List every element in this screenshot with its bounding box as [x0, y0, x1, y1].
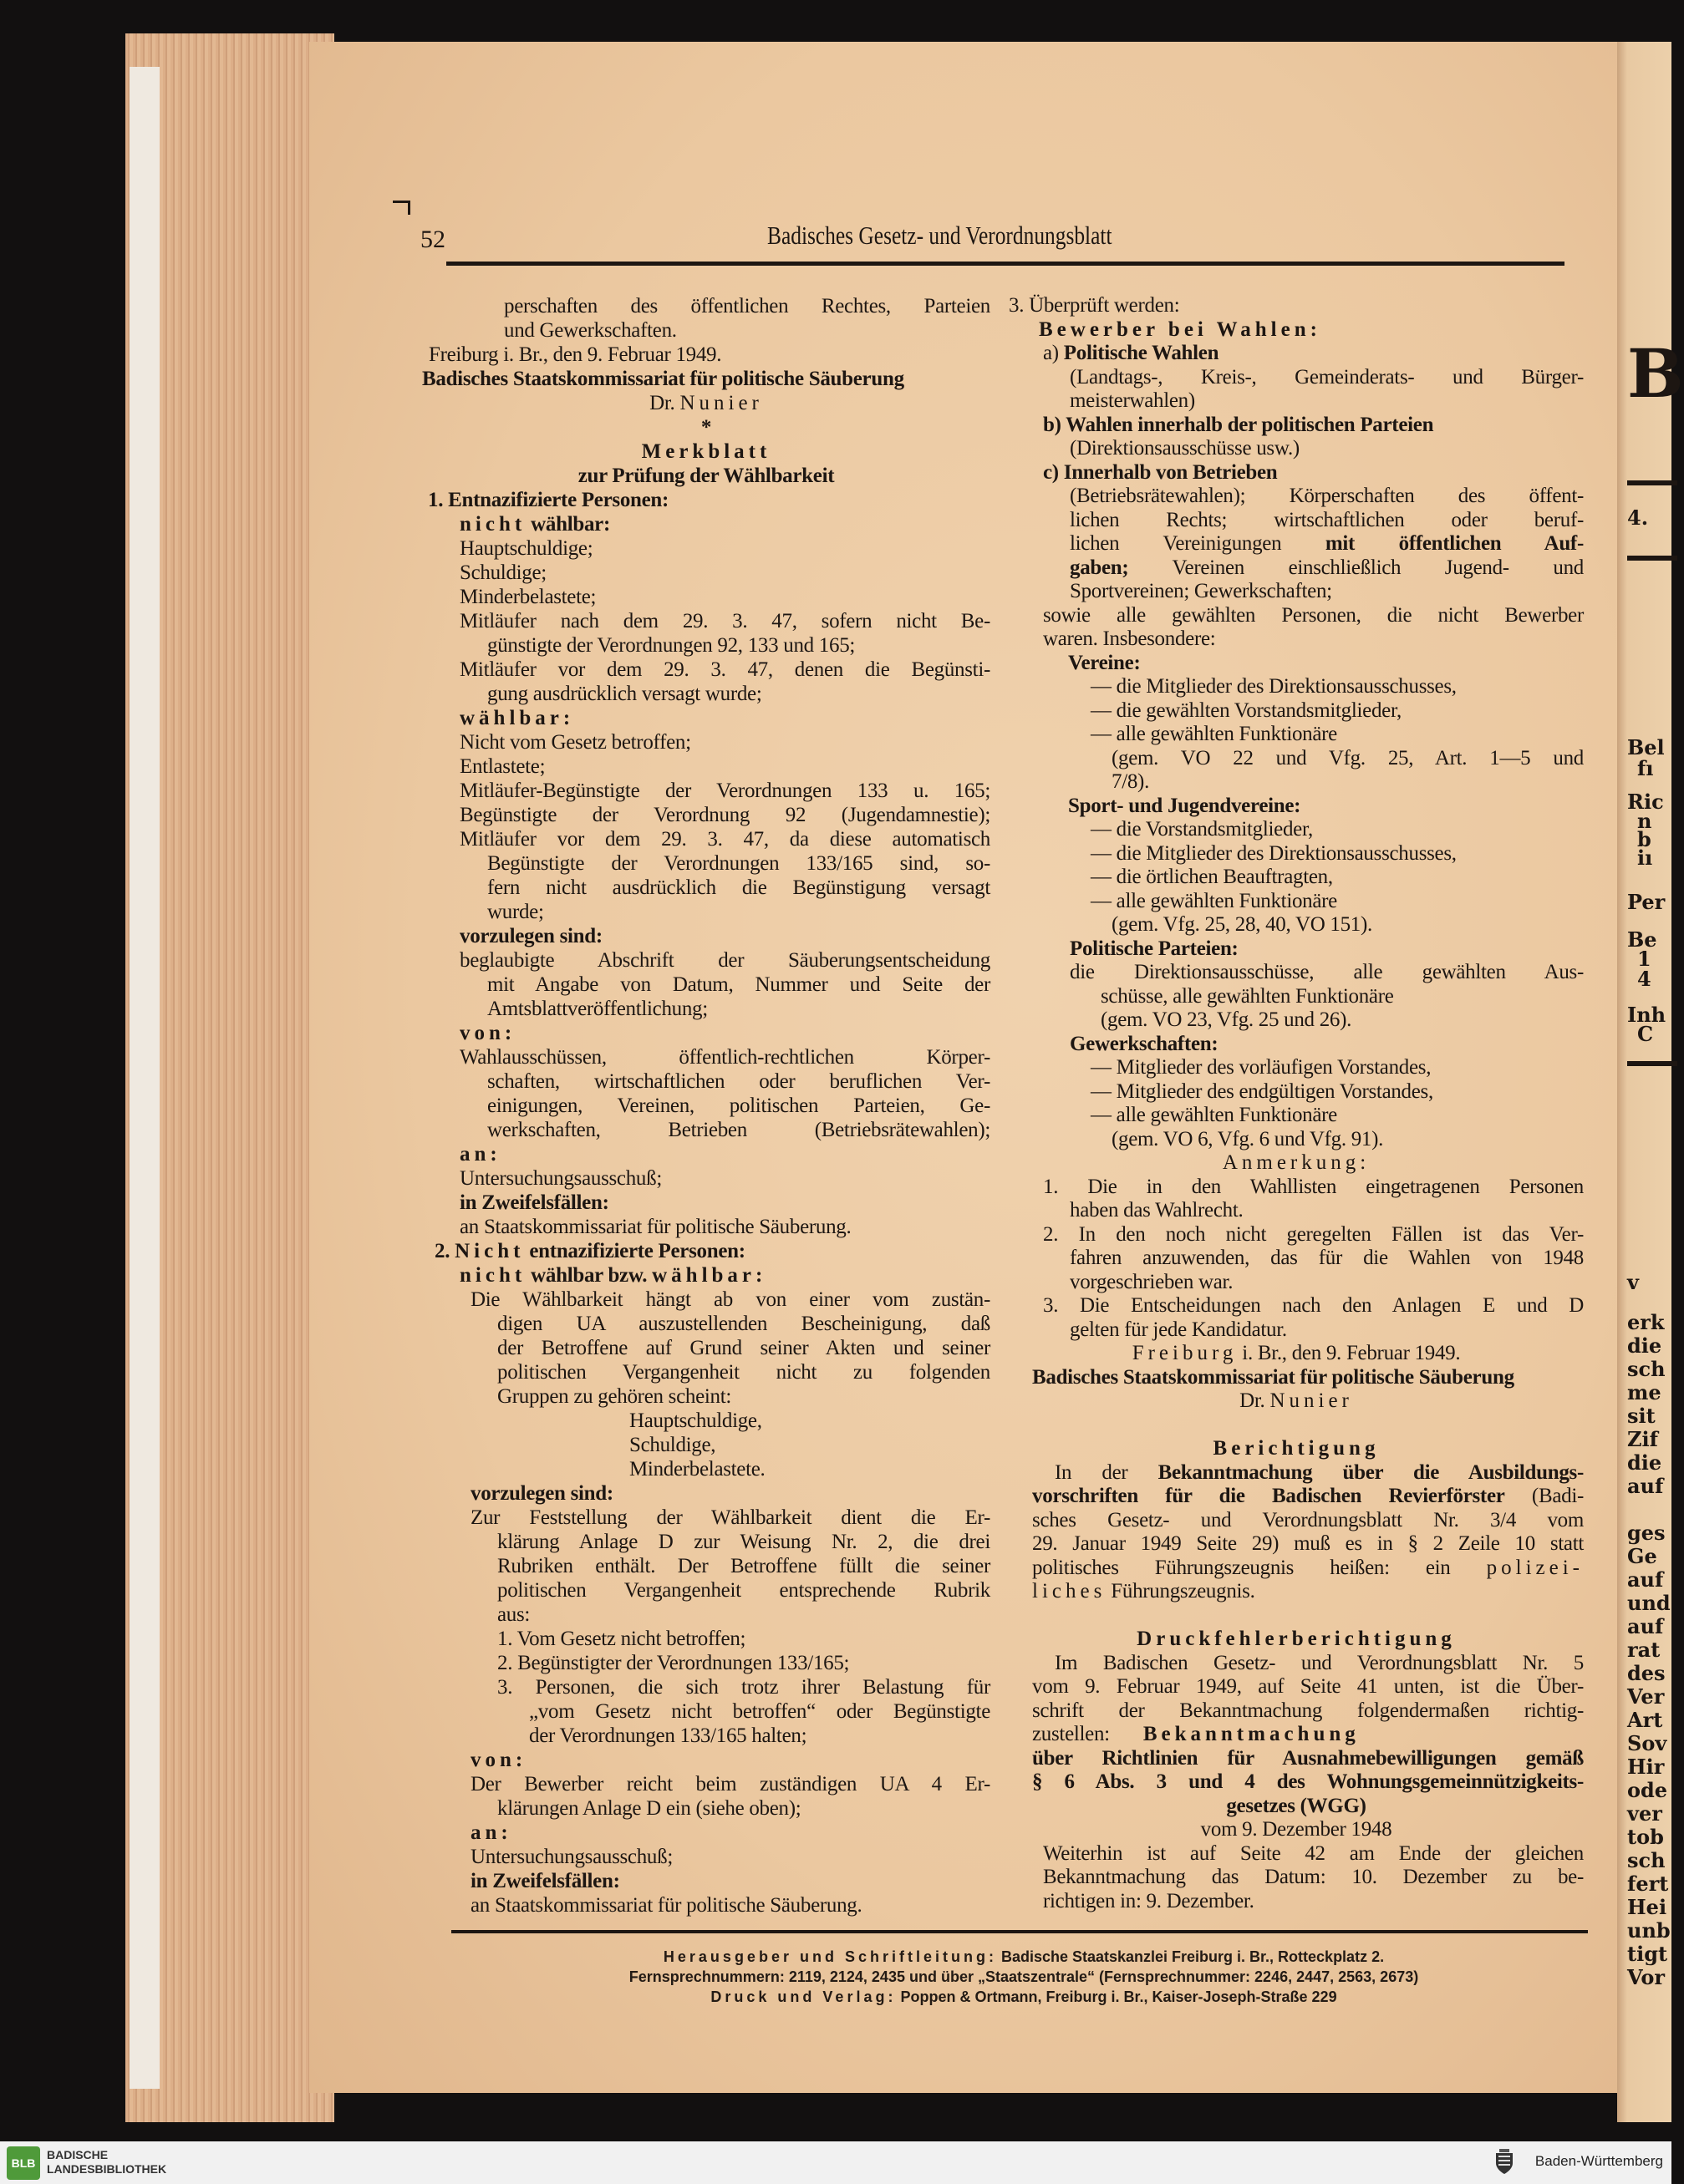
imprint-phones: Fernsprechnummern: 2119, 2124, 2435 und über „Staatszentrale“ (Fernsprechnummer: 2246, 2447, 2563, 2673) — [628, 1968, 1419, 1985]
text-line: Der Bewerber reicht beim zuständigen UA 4 Er- — [471, 1773, 990, 1795]
next-page-text-fragment: sit — [1627, 1404, 1656, 1428]
imprint-print — [535, 1987, 1513, 2007]
text-line: Nicht vom Gesetz betroffen; — [460, 731, 691, 754]
text-line: 7/8). — [1112, 770, 1150, 793]
text-line — [422, 343, 990, 367]
text-line — [1009, 1604, 1584, 1628]
text-segment: entnazifizierte Personen: — [524, 1240, 745, 1262]
text-line: über Richtlinien für Ausnahmebewilligungen gemäß — [1032, 1746, 1584, 1770]
next-page-rule — [1627, 556, 1677, 561]
print-label: Druck und Verlag: — [710, 1988, 897, 2005]
text-segment: 2. — [435, 1240, 455, 1262]
text-line: an: — [460, 1143, 501, 1166]
next-page-text-fragment: sch — [1627, 1357, 1666, 1381]
coat-of-arms-icon — [1493, 2148, 1516, 2176]
text-line: waren. Insbesondere: — [1043, 627, 1216, 650]
text-line: an: — [471, 1821, 512, 1844]
text-line: haben das Wahlrecht. — [1070, 1199, 1244, 1222]
text-line: — Mitglieder des vorläufigen Vorstandes, — [1091, 1056, 1432, 1079]
text-line: werkschaften, Betrieben (Betriebsrätewahlen); — [487, 1119, 990, 1141]
text-segment: Dr. — [649, 392, 680, 414]
text-line — [1009, 1389, 1584, 1414]
text-line: Vereine: — [1068, 651, 1141, 674]
text-line: Weiterhin ist auf Seite 42 am Ende der gleichen — [1043, 1841, 1584, 1865]
next-page-text-fragment: unb — [1627, 1918, 1671, 1943]
text-line: Schuldige; — [460, 561, 547, 584]
text-line: digen UA auszustellenden Bescheinigung, daß — [497, 1313, 990, 1335]
next-page-text-fragment: ges — [1627, 1521, 1666, 1545]
text-line — [1009, 1414, 1584, 1438]
text-line: Sportvereinen; Gewerkschaften; — [1070, 580, 1332, 602]
text-line — [1009, 342, 1584, 366]
text-line: — die gewählten Vorstandsmitglieder, — [1091, 698, 1402, 722]
text-line — [1009, 1485, 1584, 1509]
text-line: — die Mitglieder des Direktionsausschusses, — [1091, 841, 1457, 865]
text-segment: Vereinen einschließlich Jugend- und — [1128, 556, 1584, 579]
text-line: fahren anzuwenden, das für die Wahlen von 1948 — [1070, 1247, 1584, 1269]
text-line: an Staatskommissariat für politische Säuberung. — [471, 1894, 862, 1917]
text-line: 2. Begünstigter der Verordnungen 133/165; — [497, 1652, 850, 1674]
text-segment: Dr. — [1239, 1389, 1270, 1412]
next-page-text-fragment: 1 — [1637, 947, 1651, 971]
text-line: Hauptschuldige; — [460, 537, 593, 560]
text-line: 29. Januar 1949 Seite 29) muß es in § 2 Zeile 10 statt — [1032, 1532, 1584, 1555]
text-line — [422, 1239, 990, 1263]
text-line: der Betroffene auf Grund seiner Akten und seiner — [497, 1337, 990, 1359]
text-line: vom 9. Dezember 1948 — [1200, 1818, 1392, 1841]
text-line — [422, 391, 990, 415]
next-page-text-fragment: rat — [1627, 1638, 1661, 1662]
text-line: * — [700, 416, 712, 439]
text-line: und Gewerkschaften. — [504, 319, 677, 342]
text-line: Begünstigte der Verordnung 92 (Jugendamnestie); — [460, 804, 990, 826]
text-line: vom 9. Februar 1949, auf Seite 41 unten, ist die Über- — [1032, 1675, 1584, 1698]
imprint — [535, 1947, 1513, 2007]
next-page-text-fragment: Ric — [1627, 790, 1664, 814]
next-page-text-fragment: die — [1627, 1333, 1662, 1358]
text-line: Mitläufer nach dem 29. 3. 47, sofern nicht Be- — [460, 610, 990, 632]
text-line: Die Wählbarkeit hängt ab von einer vom zustän- — [471, 1288, 990, 1311]
text-line — [422, 1263, 990, 1288]
next-page-text-fragment: erk — [1627, 1310, 1665, 1334]
text-segment: mit öffentlichen Auf- — [1325, 532, 1584, 555]
text-line: Gruppen zu gehören scheint: — [497, 1385, 731, 1408]
text-line: 1. Vom Gesetz nicht betroffen; — [497, 1628, 746, 1650]
left-column — [422, 294, 990, 1917]
text-line: — die Vorstandsmitglieder, — [1091, 818, 1313, 841]
text-line: (gem. VO 23, Vfg. 25 und 26). — [1101, 1008, 1352, 1031]
text-segment: Freiburg — [429, 343, 499, 366]
text-line: Badisches Staatskommissariat für politische Säuberung — [422, 368, 904, 390]
text-line: Mitläufer vor dem 29. 3. 47, denen die Begünsti- — [460, 658, 990, 681]
next-page-text-fragment: Ge — [1627, 1544, 1657, 1568]
next-page-text-fragment: die — [1627, 1450, 1662, 1475]
next-page-text-fragment: sch — [1627, 1848, 1666, 1872]
text-line: Berichtigung — [1213, 1437, 1380, 1460]
text-line — [1009, 1557, 1584, 1581]
next-page-text-fragment: 4. — [1627, 505, 1649, 530]
text-line: Entlastete; — [460, 755, 546, 778]
text-line: b) Wahlen innerhalb der politischen Parteien — [1043, 413, 1434, 436]
next-page-text-fragment: Sov — [1627, 1731, 1667, 1755]
text-line: sowie alle gewählten Personen, die nicht Bewerber — [1043, 603, 1584, 627]
next-page-text-fragment: tob — [1627, 1825, 1664, 1849]
text-line: — alle gewählten Funktionäre — [1091, 889, 1337, 912]
text-line: fern nicht ausdrücklich die Begünstigung versagt — [487, 876, 990, 899]
text-line: Sport- und Jugendvereine: — [1068, 794, 1301, 817]
text-segment: zustellen: — [1032, 1723, 1110, 1745]
text-line: schrift der Bekanntmachung folgendermaßen richtig- — [1032, 1699, 1584, 1722]
text-line: schaften, wirtschaftlichen oder beruflichen Ver- — [487, 1070, 990, 1093]
next-page-text-fragment: v — [1627, 1270, 1639, 1294]
text-line — [1009, 1723, 1584, 1747]
next-page-text-fragment: B — [1627, 334, 1684, 413]
text-line: Bekanntmachung das Datum: 10. Dezember zu be- — [1043, 1866, 1584, 1888]
text-line: vorgeschrieben war. — [1070, 1270, 1234, 1293]
text-line: Untersuchungsausschuß; — [471, 1846, 673, 1868]
text-line: „vom Gesetz nicht betroffen“ oder Begünstigte — [529, 1700, 990, 1723]
text-segment: (Badi- — [1504, 1485, 1584, 1507]
text-segment: Nunier — [1269, 1389, 1353, 1412]
next-page-text-fragment: Bel — [1627, 735, 1665, 759]
state-label[interactable]: Baden-Württemberg — [1534, 2153, 1663, 2169]
text-line: politischen Vergangenheit nicht zu folgenden — [497, 1361, 990, 1384]
next-page-text-fragment: Hir — [1627, 1755, 1665, 1779]
text-line: Mitläufer vor dem 29. 3. 47, da diese automatisch — [460, 828, 990, 851]
text-line: 1. Die in den Wahllisten eingetragenen Personen — [1043, 1175, 1584, 1198]
text-line: an Staatskommissariat für politische Säuberung. — [460, 1216, 852, 1238]
text-line: Mitläufer-Begünstigte der Verordnungen 133 u. 165; — [460, 780, 990, 802]
text-line: Minderbelastete. — [629, 1458, 766, 1481]
next-page-edge — [1617, 42, 1684, 2122]
text-line: (gem. VO 6, Vfg. 6 und Vfg. 91). — [1112, 1127, 1384, 1150]
next-page-text-fragment: auf — [1627, 1567, 1664, 1592]
text-segment: wählbar: — [652, 1264, 767, 1287]
imprint-publisher — [535, 1947, 1513, 1967]
text-line: 1. Entnazifizierte Personen: — [428, 489, 669, 511]
right-column — [1009, 294, 1584, 1913]
next-page-text-fragment: ver — [1627, 1801, 1662, 1826]
text-line: einigungen, Vereinen, politischen Parteien, Ge- — [487, 1095, 990, 1117]
text-line — [422, 512, 990, 536]
next-page-rule — [1627, 1061, 1677, 1066]
text-line: Untersuchungsausschuß; — [460, 1167, 662, 1190]
text-line: (Betriebsrätewahlen); Körperschaften des öffent- — [1070, 485, 1584, 507]
text-segment: politisches Führungszeugnis heißen: ein — [1032, 1556, 1487, 1579]
text-line: die Direktionsausschüsse, alle gewählten Aus- — [1070, 961, 1584, 983]
text-segment: nicht — [460, 513, 527, 536]
text-line: vorzulegen sind: — [471, 1482, 613, 1505]
text-line: sches Gesetz- und Verordnungsblatt Nr. 3/4 vom — [1032, 1508, 1584, 1531]
next-page-text-fragment: Ver — [1627, 1684, 1665, 1709]
blb-logo[interactable]: BLB — [7, 2146, 40, 2180]
text-line: schüsse, alle gewählten Funktionäre — [1101, 984, 1394, 1008]
text-line: perschaften des öffentlichen Rechtes, Parteien — [504, 295, 990, 317]
library-name — [47, 2148, 166, 2176]
text-line: politischen Vergangenheit entsprechende Rubrik — [497, 1579, 990, 1602]
text-line: gesetzes (WGG) — [1226, 1794, 1366, 1817]
text-segment: liches — [1032, 1580, 1107, 1602]
text-line: — alle gewählten Funktionäre — [1091, 723, 1337, 745]
next-page-text-fragment: Vor — [1627, 1965, 1666, 1989]
text-line: von: — [471, 1749, 527, 1771]
text-line: Politische Parteien: — [1070, 937, 1239, 960]
text-line: in Zweifelsfällen: — [471, 1870, 620, 1892]
next-page-text-fragment: n — [1637, 809, 1652, 833]
next-page-text-fragment: b — [1637, 827, 1651, 851]
next-page-text-fragment: Art — [1627, 1708, 1663, 1732]
text-line: klärung Anlage D zur Weisung Nr. 2, die drei — [497, 1531, 990, 1553]
text-segment: lichen Vereinigungen — [1070, 532, 1325, 555]
next-page-text-fragment: Per — [1627, 890, 1666, 914]
next-page-text-fragment: auf — [1627, 1474, 1664, 1498]
library-name-line1: BADISCHE — [47, 2148, 109, 2161]
text-segment: In der — [1055, 1460, 1158, 1484]
text-line: Merkblatt — [641, 440, 771, 463]
text-line: § 6 Abs. 3 und 4 des Wohnungsgemeinnützigkeits- — [1032, 1770, 1584, 1793]
text-line: Wahlausschüssen, öffentlich-rechtlichen Körper- — [460, 1046, 990, 1069]
text-line: (gem. Vfg. 25, 28, 40, VO 151). — [1112, 913, 1372, 936]
text-line: in Zweifelsfällen: — [460, 1191, 609, 1214]
text-line: (gem. VO 22 und Vfg. 25, Art. 1—5 und — [1112, 746, 1584, 769]
next-page-text-fragment: C — [1637, 1022, 1654, 1046]
text-line: 3. Personen, die sich trotz ihrer Belastung für — [497, 1676, 990, 1699]
text-segment: Freiburg — [1132, 1342, 1238, 1364]
next-page-text-fragment: Be — [1627, 927, 1657, 952]
page-header-title: Badisches Gesetz- und Verordnungsblatt — [767, 221, 1112, 250]
text-line: vorzulegen sind: — [460, 925, 603, 947]
text-line: — alle gewählten Funktionäre — [1091, 1104, 1337, 1126]
text-line: — die örtlichen Beauftragten, — [1091, 866, 1333, 888]
next-page-text-fragment: tigt — [1627, 1942, 1668, 1966]
text-line: zur Prüfung der Wählbarkeit — [577, 465, 835, 487]
text-line: Anmerkung: — [1222, 1151, 1371, 1174]
text-segment: wählbar bzw. — [526, 1264, 653, 1287]
next-page-text-fragment: fert — [1627, 1872, 1669, 1896]
text-line: richtigen in: 9. Dezember. — [1043, 1889, 1254, 1912]
text-line — [1009, 556, 1584, 581]
next-page-text-fragment: des — [1627, 1661, 1666, 1685]
text-line: der Verordnungen 133/165 halten; — [529, 1724, 807, 1747]
text-line — [1009, 1461, 1584, 1486]
text-line: (Landtags-, Kreis-, Gemeinderats- und Bürger- — [1070, 365, 1584, 389]
text-line: günstigte der Verordnungen 92, 133 und 165; — [487, 634, 856, 657]
next-page-text-fragment: iı — [1637, 846, 1653, 870]
text-line: lichen Rechts; wirtschaftlichen oder beruf- — [1070, 508, 1584, 531]
text-line: Amtsblattveröffentlichung; — [487, 998, 708, 1020]
text-line: klärungen Anlage D ein (siehe oben); — [497, 1797, 801, 1820]
next-page-text-fragment: ode — [1627, 1778, 1668, 1802]
text-segment: wählbar: — [526, 513, 610, 536]
viewer-bottom-bar — [0, 2141, 1671, 2184]
text-segment: polizei- — [1486, 1556, 1584, 1579]
text-line: c) Innerhalb von Betrieben — [1043, 460, 1278, 484]
text-line — [1009, 1342, 1584, 1366]
text-line: wählbar: — [460, 707, 575, 729]
text-line: — Mitglieder des endgültigen Vorstandes, — [1091, 1079, 1433, 1103]
text-segment: Führungszeugnis. — [1106, 1580, 1255, 1602]
text-line: Im Badischen Gesetz- und Verordnungsblatt Nr. 5 — [1055, 1651, 1584, 1674]
text-line: Schuldige, — [629, 1434, 716, 1456]
text-line: Badisches Staatskommissariat für politische Säuberung — [1032, 1365, 1514, 1389]
text-segment: Nunier — [679, 392, 763, 414]
next-page-text-fragment: me — [1627, 1380, 1661, 1404]
next-page-text-fragment: Inh — [1627, 1003, 1666, 1027]
text-line: aus: — [497, 1603, 531, 1626]
header-rule — [446, 262, 1564, 266]
next-page-text-fragment: fı — [1637, 756, 1654, 780]
text-segment: i. Br., den 9. Februar 1949. — [1237, 1342, 1461, 1364]
text-line: Druckfehlerberichtigung — [1137, 1628, 1456, 1650]
text-segment: vorschriften für die Badischen Revierförster — [1032, 1485, 1505, 1507]
text-line: — die Mitglieder des Direktionsausschusses, — [1091, 675, 1457, 698]
text-line: (Direktionsausschüsse usw.) — [1070, 437, 1300, 460]
library-name-line2: LANDESBIBLIOTHEK — [47, 2162, 167, 2176]
text-line: mit Angabe von Datum, Nummer und Seite der — [487, 973, 990, 996]
text-line: wurde; — [487, 901, 544, 923]
page-number: 52 — [420, 226, 445, 253]
next-page-text-fragment: und — [1627, 1591, 1671, 1615]
text-line: Bewerber bei Wahlen: — [1039, 317, 1321, 341]
loose-sheet-edge — [130, 67, 160, 2089]
next-page-text-fragment: Hei — [1627, 1895, 1667, 1919]
text-segment: Bekanntmachung — [1142, 1723, 1360, 1745]
text-segment: Nicht — [455, 1240, 525, 1262]
corner-mark — [393, 201, 410, 215]
publisher-text: Badische Staatskanzlei Freiburg i. Br., Rotteckplatz 2. — [996, 1948, 1385, 1965]
text-line: meisterwahlen) — [1070, 389, 1195, 412]
text-segment: Politische Wahlen — [1063, 342, 1219, 364]
text-line: Minderbelastete; — [460, 586, 597, 608]
text-segment: nicht — [460, 1264, 527, 1287]
text-line: 2. In den noch nicht geregelten Fällen ist das Ver- — [1043, 1222, 1584, 1246]
text-line: Rubriken enthält. Der Betroffene füllt die seiner — [497, 1555, 990, 1577]
next-page-text-fragment: Zif — [1627, 1427, 1658, 1451]
text-line: Begünstigte der Verordnungen 133/165 sind, so- — [487, 852, 990, 875]
text-segment: Bekanntmachung über die Ausbildungs- — [1157, 1460, 1584, 1484]
text-line: gung ausdrücklich versagt wurde; — [487, 683, 762, 705]
text-line: Hauptschuldige, — [629, 1409, 762, 1432]
print-text: Poppen & Ortmann, Freiburg i. Br., Kaiser-Joseph-Straße 229 — [896, 1988, 1337, 2005]
text-line — [1009, 532, 1584, 556]
text-line: Gewerkschaften: — [1070, 1032, 1218, 1055]
footer-rule — [451, 1930, 1588, 1933]
text-segment: gaben; — [1070, 556, 1129, 579]
text-line — [1009, 1580, 1584, 1604]
next-page-rule — [1627, 480, 1677, 485]
text-line: 3. Die Entscheidungen nach den Anlagen E und D — [1043, 1294, 1584, 1317]
text-segment: i. Br., den 9. Februar 1949. — [498, 343, 722, 366]
text-line: beglaubigte Abschrift der Säuberungsentscheidung — [460, 949, 990, 972]
text-line: Zur Feststellung der Wählbarkeit dient die Er- — [471, 1506, 990, 1529]
text-line: von: — [460, 1022, 516, 1044]
text-line: 3. Überprüft werden: — [1009, 294, 1180, 317]
next-page-text-fragment: auf — [1627, 1614, 1664, 1638]
publisher-label: Herausgeber und Schriftleitung: — [663, 1948, 997, 1965]
text-segment: a) — [1043, 342, 1064, 364]
next-page-text-fragment: 4 — [1637, 967, 1651, 991]
text-line: gelten für jede Kandidatur. — [1070, 1318, 1287, 1341]
